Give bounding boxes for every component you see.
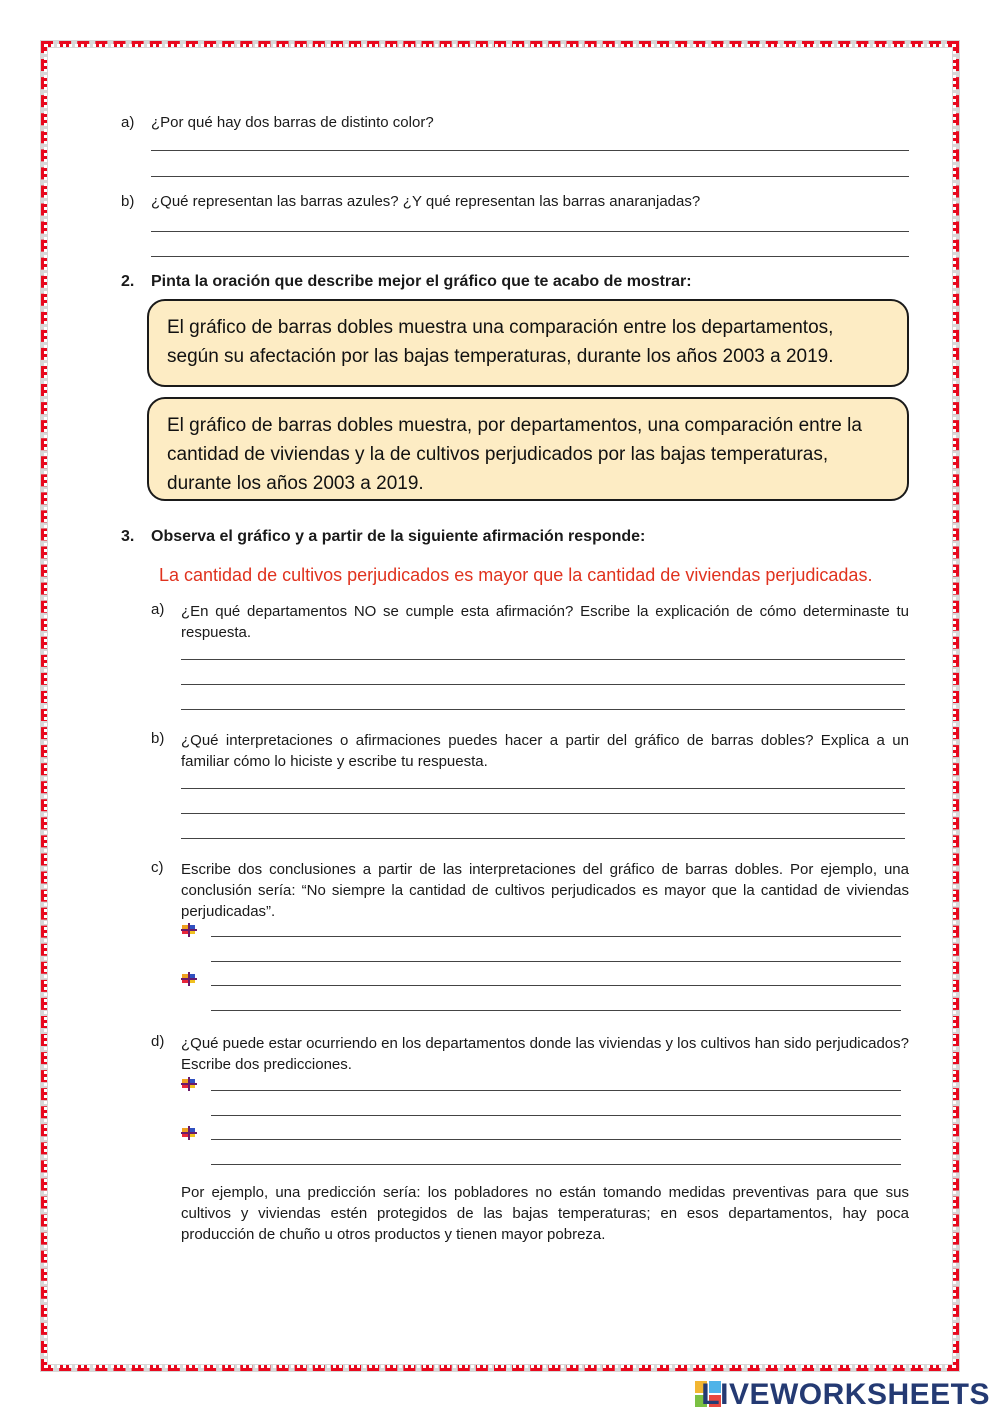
q2-option-2[interactable]: El gráfico de barras dobles muestra, por departamentos, una comparación entre la cantidad de viviendas y la de cultivos perjudicados por las bajas temperaturas, durante los años 2003 a 2019. [147,397,909,501]
answer-line[interactable] [211,1139,901,1140]
answer-line[interactable] [181,838,905,839]
q1a-question: ¿Por qué hay dos barras de distinto color? [151,114,434,131]
q3d-example: Por ejemplo, una predicción sería: los pobladores no están tomando medidas preventivas para que sus cultivos y viviendas estén protegidos de las bajas temperaturas; en esos departamentos, hay poca producción de chuño u otros productos y tienen mayor pobreza. [181,1184,909,1243]
bullet-icon [181,1076,197,1092]
answer-line[interactable] [211,1090,901,1091]
answer-line[interactable] [211,936,901,937]
q3c-label: c) [151,859,164,876]
answer-line[interactable] [211,985,901,986]
q2-option-1[interactable]: El gráfico de barras dobles muestra una comparación entre los departamentos, según su afectación por las bajas temperaturas, durante los años 2003 a 2019. [147,299,909,387]
liveworksheets-brand[interactable]: LIVEWORKSHEETS [701,1378,990,1411]
answer-line[interactable] [151,150,909,151]
q3d-question: ¿Qué puede estar ocurriendo en los departamentos donde las viviendas y los cultivos han sido perjudicados? Escribe dos predicciones. [181,1035,909,1073]
q3-statement: La cantidad de cultivos perjudicados es mayor que la cantidad de viviendas perjudicadas. [159,565,873,585]
answer-line[interactable] [181,709,905,710]
q3-heading: Observa el gráfico y a partir de la siguiente afirmación responde: [151,528,646,545]
answer-line[interactable] [181,788,905,789]
bullet-icon [181,922,197,938]
q3a-label: a) [151,601,165,618]
answer-line[interactable] [151,176,909,177]
answer-line[interactable] [211,1164,901,1165]
page-border-dots [44,44,956,1368]
bullet-icon [181,1125,197,1141]
answer-line[interactable] [181,659,905,660]
q3b-question: ¿Qué interpretaciones o afirmaciones puedes hacer a partir del gráfico de barras dobles? Explica a un familiar cómo lo hiciste y escribe tu respuesta. [181,732,909,770]
q1b-label: b) [121,193,135,210]
answer-line[interactable] [211,961,901,962]
answer-line[interactable] [151,256,909,257]
q3a-question: ¿En qué departamentos NO se cumple esta afirmación? Escribe la explicación de cómo determinaste tu respuesta. [181,603,909,641]
q3-number: 3. [121,528,135,545]
q1a-label: a) [121,114,135,131]
answer-line[interactable] [151,231,909,232]
q2-heading: Pinta la oración que describe mejor el gráfico que te acabo de mostrar: [151,273,692,290]
answer-line[interactable] [181,684,905,685]
q3d-label: d) [151,1033,165,1050]
answer-line[interactable] [211,1010,901,1011]
answer-line[interactable] [211,1115,901,1116]
answer-line[interactable] [181,813,905,814]
q1b-question: ¿Qué representan las barras azules? ¿Y qué representan las barras anaranjadas? [151,193,701,210]
q2-number: 2. [121,273,135,290]
bullet-icon [181,971,197,987]
q3c-question: Escribe dos conclusiones a partir de las interpretaciones del gráfico de barras dobles. Por ejemplo, una conclusión sería: “No siempre la cantidad de cultivos perjudicados es mayor que la cantidad de viviendas perjudicadas”. [181,861,909,920]
q3b-label: b) [151,730,165,747]
